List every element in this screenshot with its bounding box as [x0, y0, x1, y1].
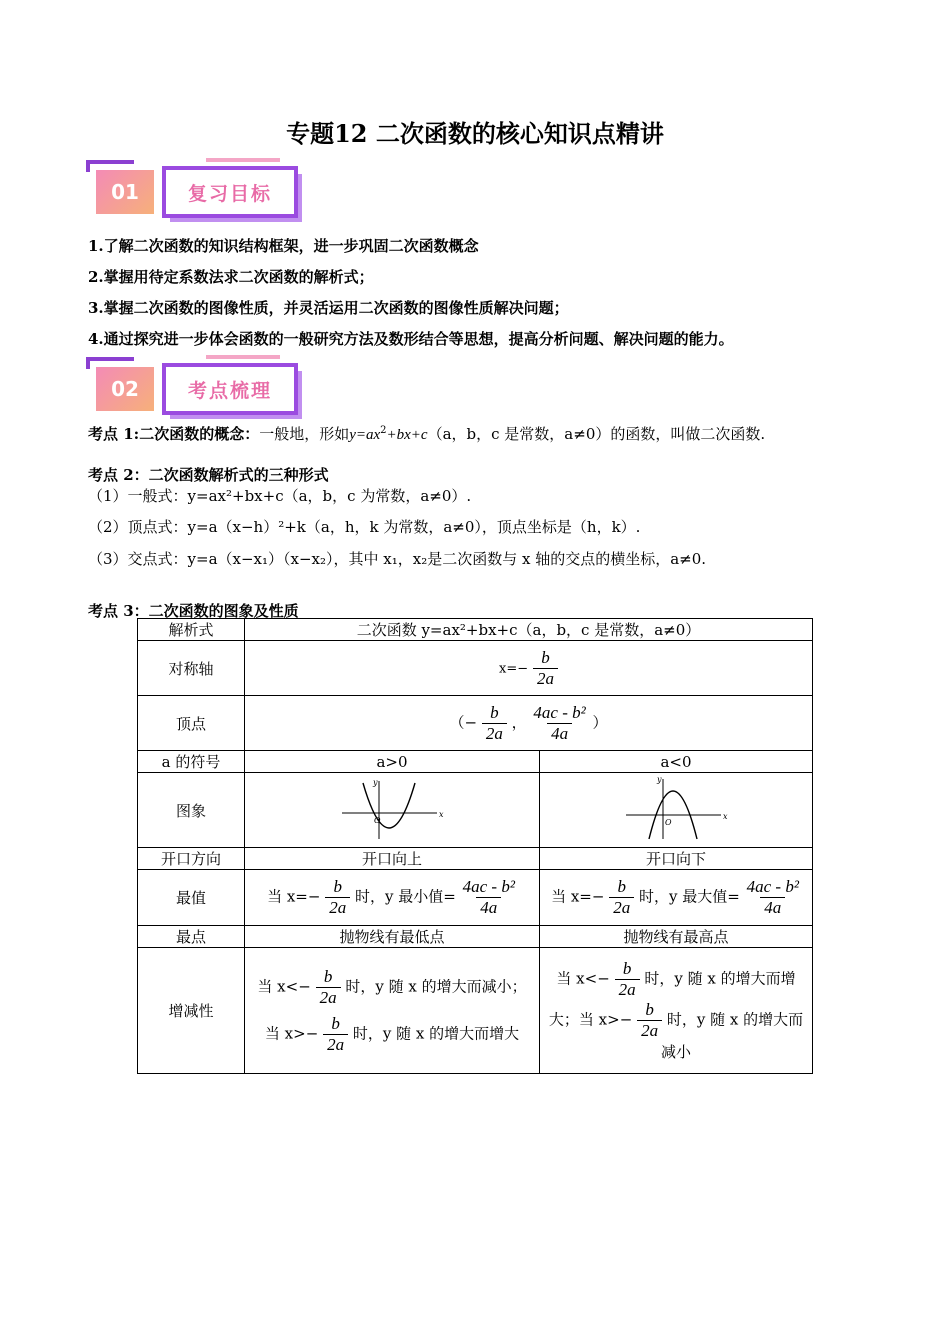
- goal-item-4: 4.通过探究进一步体会函数的一般研究方法及数形结合等思想，提高分析问题、解决问题的能力。: [88, 330, 734, 348]
- section-number-badge: 01: [96, 170, 154, 214]
- fraction: $\frac{b}{2a}$: [637, 1000, 662, 1041]
- monotonic-negative-cell: 当 x<− $\frac{b}{2a}$ 时，y 随 x 的增大而增 大；当 x>− $\frac{b}{2a}$ 时，y 随 x 的增大而 减小: [540, 948, 813, 1074]
- svg-text:y: y: [373, 778, 378, 787]
- fraction: $\frac{b}{2a}$: [325, 877, 350, 918]
- key-point-2-form-general: （1）一般式：y=ax²+bx+c（a，b，c 为常数，a≠0）.: [88, 487, 472, 505]
- key-point-1: 考点 1:二次函数的概念：一般地，形如$y=ax^2+bx+c(a$，b，c 是常数，a≠0）的函数，叫做二次函数.: [88, 425, 766, 443]
- open-positive: 开口向上: [245, 848, 540, 870]
- row-label: 增减性: [138, 948, 245, 1074]
- parabola-down-graph: [621, 773, 731, 843]
- fraction: $\frac{b}{2a}$: [609, 877, 634, 918]
- fraction: $\frac{\text{4ac - b²}}{4a}$: [746, 877, 799, 917]
- svg-text:x: x: [439, 810, 444, 819]
- table-row: [138, 751, 813, 773]
- axis-prefix: x=−: [499, 661, 529, 676]
- table-row: [138, 948, 813, 1074]
- key-point-2-form-vertex: （2）顶点式：y=a（x−h）²+k（a，h，k 为常数，a≠0），顶点坐标是（h，k）.: [88, 518, 641, 536]
- fraction: $\frac{b}{2a}$: [482, 703, 507, 744]
- monotonic-positive-cell: 当 x<− $\frac{b}{2a}$ 时，y 随 x 的增大而减小； 当 x>− $\frac{b}{2a}$ 时，y 随 x 的增大而增大: [245, 948, 540, 1074]
- key-point-2-form-intercept: （3）交点式：y=a（x−x₁）（x−x₂），其中 x₁，x₂是二次函数与 x 轴的交点的横坐标，a≠0.: [88, 550, 707, 568]
- row-label: 对称轴: [138, 641, 245, 696]
- expression-cell: 二次函数 y=ax²+bx+c（a，b，c 是常数，a≠0）: [245, 619, 813, 641]
- svg-text:y: y: [657, 775, 662, 784]
- table-row: [138, 619, 813, 641]
- properties-table: [137, 618, 813, 1074]
- row-label: 最值: [138, 870, 245, 926]
- table-row: [138, 848, 813, 870]
- row-label: 最点: [138, 926, 245, 948]
- key-point-2-heading: 考点 2：二次函数解析式的三种形式: [88, 466, 329, 484]
- axis-cell: [245, 641, 813, 696]
- sign-negative: a<0: [540, 751, 813, 773]
- point-positive: 抛物线有最低点: [245, 926, 540, 948]
- svg-text:O: O: [374, 816, 381, 825]
- table-row: [138, 773, 813, 848]
- svg-text:O: O: [665, 818, 672, 827]
- table-row: [138, 641, 813, 696]
- key-point-3-heading: 考点 3：二次函数的图象及性质: [88, 602, 299, 620]
- fraction: $\frac{b}{2a}$: [316, 967, 341, 1008]
- fraction: $\frac{\text{4ac - b²}}{4a}$: [462, 877, 515, 917]
- goal-item-3: 3.掌握二次函数的图像性质，并灵活运用二次函数的图像性质解决问题；: [88, 299, 569, 317]
- goal-item-1: 1.了解二次函数的知识结构框架，进一步巩固二次函数概念: [88, 237, 479, 255]
- page-title: 专题12 二次函数的核心知识点精讲: [286, 119, 664, 148]
- extreme-max-cell: 当 x=− $\frac{b}{2a}$ 时，y 最大值= $\frac{\text{4ac - b²}}{4a}$: [540, 870, 813, 926]
- section-label: 考点梳理: [162, 363, 298, 415]
- extreme-min-cell: 当 x=− $\frac{b}{2a}$ 时，y 最小值= $\frac{\text{4ac - b²}}{4a}$: [245, 870, 540, 926]
- parabola-up-graph: [337, 773, 447, 843]
- fraction: $\frac{\text{4ac - b²}}{4a}$: [533, 702, 586, 743]
- fraction: $\frac{b}{2a}$: [533, 648, 558, 689]
- key-point-1-formula-a: y=ax: [349, 427, 381, 443]
- table-row: [138, 926, 813, 948]
- section-number-badge: 02: [96, 367, 154, 411]
- open-negative: 开口向下: [540, 848, 813, 870]
- fraction: $\frac{b}{2a}$: [323, 1014, 348, 1055]
- goal-item-2: 2.掌握用待定系数法求二次函数的解析式；: [88, 268, 374, 286]
- point-negative: 抛物线有最高点: [540, 926, 813, 948]
- row-label: 开口方向: [138, 848, 245, 870]
- table-row: [138, 696, 813, 751]
- key-point-1-text-a: 一般地，形如: [259, 425, 350, 443]
- row-label: 顶点: [138, 696, 245, 751]
- svg-text:x: x: [723, 812, 728, 821]
- row-label: 图象: [138, 773, 245, 848]
- vertex-cell: （− $\frac{b}{2a}$ ， $\frac{\text{4ac - b²}}{4a}$ ）: [245, 696, 813, 751]
- row-label: 解析式: [138, 619, 245, 641]
- key-point-1-text-b: （a，b，c 是常数，a≠0）的函数，叫做二次函数.: [427, 425, 766, 443]
- section-banner-key-points: [86, 355, 301, 421]
- key-point-1-heading: 考点 1:二次函数的概念：: [88, 425, 260, 443]
- sign-positive: a>0: [245, 751, 540, 773]
- table-row: [138, 870, 813, 926]
- section-label: 复习目标: [162, 166, 298, 218]
- graph-upward-cell: [245, 773, 540, 848]
- section-banner-review-goals: [86, 158, 301, 224]
- key-point-1-formula-b: +bx+c: [386, 427, 428, 443]
- fraction: $\frac{b}{2a}$: [615, 959, 640, 1000]
- graph-downward-cell: [540, 773, 813, 848]
- row-label: a 的符号: [138, 751, 245, 773]
